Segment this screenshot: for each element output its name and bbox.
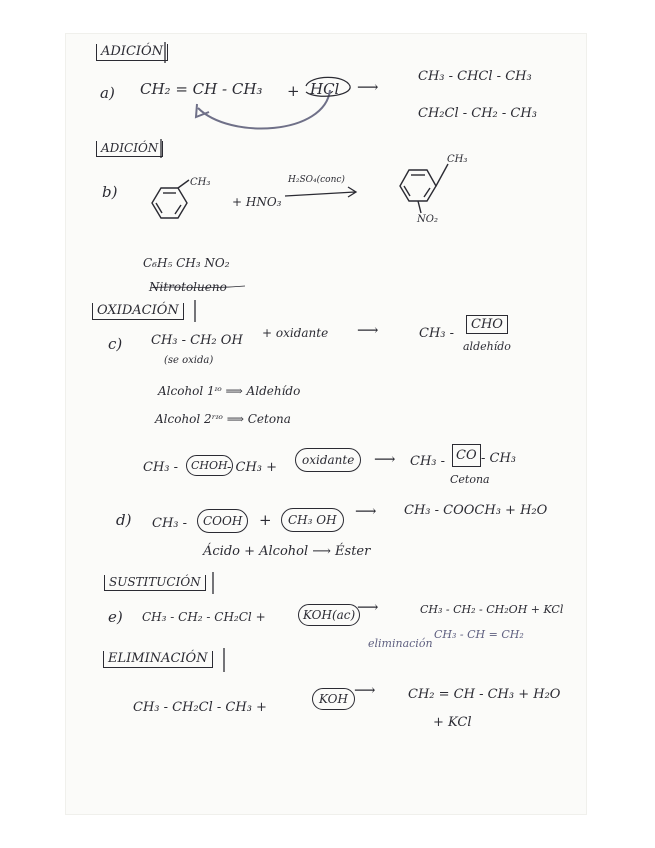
reaction-a-product-2: CH₂Cl - CH₂ - CH₃	[418, 106, 537, 121]
reaction-a-product-1: CH₃ - CHCl - CH₃	[418, 69, 532, 84]
carboxyl-group-circle: COOH	[197, 509, 248, 533]
section-title-sustitucion: SUSTITUCIÓN	[104, 575, 206, 591]
item-label-a: a)	[100, 84, 115, 102]
item-label-c: c)	[108, 335, 123, 353]
reaction-a-reactant: CH₂ = CH - CH₃	[140, 80, 263, 98]
rule-secondary-alcohol: Alcohol 2ʳᶦᵒ ⟹ Cetona	[155, 412, 291, 426]
elimination-note: eliminación	[368, 637, 433, 650]
reaction-f-reactant: CH₃ - CH₂Cl - CH₃ +	[133, 700, 267, 715]
elimination-product: CH₃ - CH = CH₂	[434, 628, 524, 641]
reaction-f-arrow: ⟶	[354, 681, 376, 699]
rule-primary-alcohol: Alcohol 1ᶦᵒ ⟹ Aldehído	[158, 384, 301, 398]
oxidante-circle: oxidante	[295, 448, 361, 472]
item-label-d: d)	[116, 511, 132, 529]
item-label-e: e)	[108, 608, 123, 626]
toluene-methyl-label: CH₃	[190, 177, 211, 188]
koh-circle: KOH	[312, 688, 355, 710]
reaction-c2-product-prefix: CH₃ -	[410, 454, 446, 469]
reaction-d-acid-prefix: CH₃ -	[152, 516, 188, 531]
reaction-c2-product-suffix: - CH₃	[481, 451, 517, 466]
nitrotoluene-name: Nitrotolueno	[149, 280, 227, 294]
aldehyde-group-box: CHO	[466, 315, 508, 334]
nitrotoluene-methyl-label: CH₃	[447, 154, 468, 165]
reaction-c2-arrow: ⟶	[374, 450, 396, 468]
reaction-b-catalyst: H₂SO₄(conc)	[288, 175, 345, 185]
nitrotoluene-formula: C₆H₅ CH₃ NO₂	[143, 256, 230, 270]
reaction-c2-product-note: Cetona	[450, 473, 490, 486]
reaction-a-reagent: HCl	[310, 80, 340, 98]
reaction-c2-prefix: CH₃ -	[143, 460, 179, 475]
section-title-adicion-b: ADICIÓN	[96, 141, 163, 157]
reaction-e-product: CH₃ - CH₂ - CH₂OH + KCl	[420, 603, 564, 616]
reaction-e-reactant: CH₃ - CH₂ - CH₂Cl +	[142, 610, 266, 624]
item-label-b: b)	[102, 183, 118, 201]
reaction-f-product: CH₂ = CH - CH₃ + H₂O	[408, 687, 561, 702]
section-title-eliminacion: ELIMINACIÓN	[103, 651, 213, 668]
methanol-circle: CH₃ OH	[281, 508, 344, 532]
reaction-c-product-note: aldehído	[463, 340, 511, 353]
reaction-e-arrow: ⟶	[357, 598, 379, 616]
hydroxyl-group-circle: CHOH	[186, 455, 233, 476]
reaction-c-reactant: CH₃ - CH₂ OH	[151, 333, 243, 348]
reaction-d-product: CH₃ - COOCH₃ + H₂O	[404, 503, 548, 518]
section-title-oxidacion: OXIDACIÓN	[92, 303, 184, 320]
reaction-d-words: Ácido + Alcohol ⟶ Éster	[203, 544, 371, 559]
reaction-c-arrow: ⟶	[357, 321, 379, 339]
reaction-d-plus: +	[259, 511, 272, 529]
section-title-adicion-a: ADICIÓN	[96, 44, 168, 61]
nitrotoluene-nitro-label: NO₂	[417, 214, 438, 225]
reaction-c-oxidant: + oxidante	[262, 326, 329, 340]
koh-aq-circle: KOH(ac)	[298, 604, 360, 626]
reaction-c-product-prefix: CH₃ -	[419, 326, 455, 341]
reaction-a-plus: +	[287, 82, 300, 100]
ketone-group-box: CO	[452, 444, 481, 467]
reaction-a-arrow: ⟶	[357, 78, 379, 96]
reaction-b-reagent: + HNO₃	[232, 195, 282, 209]
reaction-c-note: (se oxida)	[164, 355, 214, 366]
reaction-d-arrow: ⟶	[355, 502, 377, 520]
reaction-c2-suffix: - CH₃ +	[227, 460, 278, 475]
reaction-f-product-2: + KCl	[433, 715, 472, 730]
